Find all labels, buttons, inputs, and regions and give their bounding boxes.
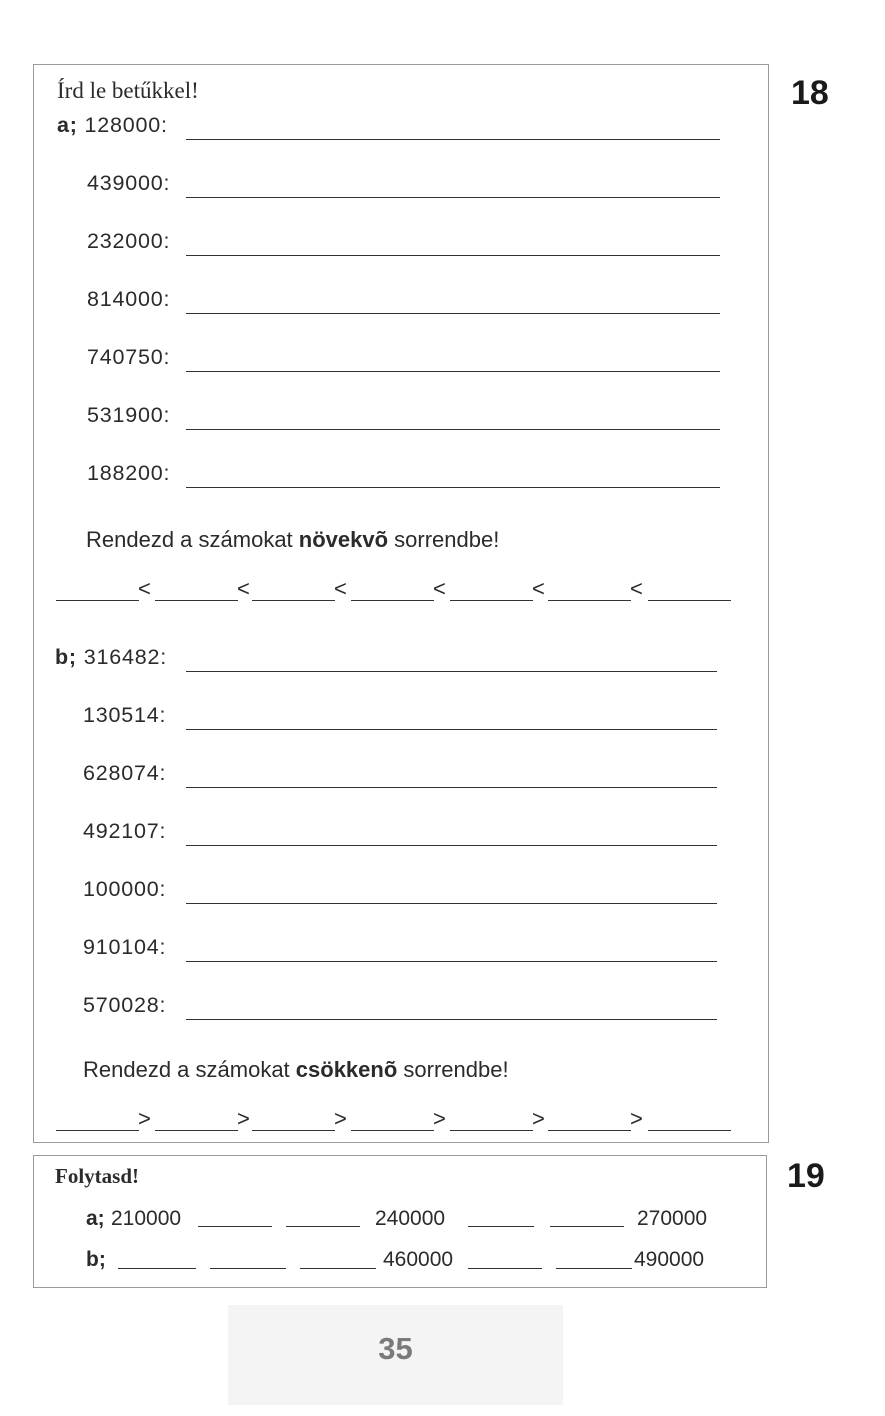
order-blank[interactable] bbox=[648, 1130, 731, 1131]
order-blank[interactable] bbox=[155, 600, 238, 601]
answer-line[interactable] bbox=[186, 139, 720, 140]
sequence-a-value: 240000 bbox=[375, 1207, 446, 1230]
number-to-write: 439000: bbox=[87, 171, 171, 195]
order-blank[interactable] bbox=[648, 600, 731, 601]
part-label: a; bbox=[57, 113, 78, 137]
sequence-a-value: 270000 bbox=[637, 1207, 708, 1230]
ascending-instruction bbox=[86, 527, 499, 553]
order-blank[interactable] bbox=[351, 600, 434, 601]
number-to-write: 130514: bbox=[83, 703, 167, 727]
answer-line[interactable] bbox=[186, 671, 717, 672]
comparison-symbol: < bbox=[532, 576, 545, 601]
blank-line bbox=[468, 1226, 534, 1227]
exercise-18-box bbox=[33, 64, 769, 1143]
number-to-write: 570028: bbox=[83, 993, 167, 1017]
blank-line bbox=[118, 1268, 196, 1269]
number-row bbox=[87, 171, 170, 196]
answer-line[interactable] bbox=[186, 1019, 717, 1020]
instruction-text: Rendezd a számokat bbox=[86, 527, 299, 552]
sequence-b-row bbox=[86, 1248, 106, 1272]
blank-line bbox=[286, 1226, 360, 1227]
number-row bbox=[55, 645, 167, 670]
number-to-write: 128000: bbox=[84, 113, 168, 137]
comparison-symbol: > bbox=[237, 1106, 250, 1131]
exercise-19-title: Folytasd! bbox=[55, 1164, 139, 1188]
number-to-write: 316482: bbox=[83, 645, 168, 669]
number-row bbox=[87, 345, 170, 370]
order-blank[interactable] bbox=[56, 1130, 139, 1131]
answer-line[interactable] bbox=[186, 903, 717, 904]
comparison-symbol: > bbox=[433, 1106, 446, 1131]
blank-line bbox=[556, 1268, 632, 1269]
number-to-write: 100000: bbox=[83, 877, 167, 901]
instruction-text: sorrendbe! bbox=[397, 1057, 509, 1082]
order-blank[interactable] bbox=[450, 1130, 533, 1131]
answer-line[interactable] bbox=[186, 487, 720, 488]
number-row bbox=[83, 993, 166, 1018]
exercise-19-number: 19 bbox=[787, 1157, 825, 1195]
comparison-symbol: < bbox=[138, 576, 151, 601]
comparison-symbol: > bbox=[630, 1106, 643, 1131]
number-row bbox=[57, 113, 168, 138]
number-row bbox=[83, 877, 166, 902]
sequence-b-label: b; bbox=[86, 1248, 106, 1271]
order-blank[interactable] bbox=[155, 1130, 238, 1131]
answer-line[interactable] bbox=[186, 255, 720, 256]
answer-line[interactable] bbox=[186, 313, 720, 314]
number-to-write: 910104: bbox=[83, 935, 167, 959]
number-row bbox=[87, 461, 170, 486]
blank-line bbox=[210, 1268, 286, 1269]
number-row bbox=[87, 287, 170, 312]
blank-line bbox=[550, 1226, 624, 1227]
comparison-symbol: < bbox=[334, 576, 347, 601]
sequence-b-value: 460000 bbox=[383, 1248, 454, 1271]
number-to-write: 814000: bbox=[87, 287, 171, 311]
blank-line bbox=[300, 1268, 376, 1269]
order-blank[interactable] bbox=[548, 600, 631, 601]
order-blank[interactable] bbox=[252, 1130, 335, 1131]
answer-line[interactable] bbox=[186, 845, 717, 846]
number-to-write: 628074: bbox=[83, 761, 167, 785]
sequence-b-value: 490000 bbox=[634, 1248, 705, 1271]
comparison-symbol: < bbox=[433, 576, 446, 601]
order-blank[interactable] bbox=[252, 600, 335, 601]
comparison-symbol: < bbox=[630, 576, 643, 601]
answer-line[interactable] bbox=[186, 787, 717, 788]
comparison-symbol: < bbox=[237, 576, 250, 601]
blank-line bbox=[468, 1268, 542, 1269]
number-row bbox=[83, 703, 166, 728]
instruction-text: sorrendbe! bbox=[388, 527, 500, 552]
page-number: 35 bbox=[378, 1331, 413, 1366]
sequence-a-row bbox=[86, 1207, 105, 1231]
order-blank[interactable] bbox=[351, 1130, 434, 1131]
comparison-symbol: > bbox=[138, 1106, 151, 1131]
number-to-write: 492107: bbox=[83, 819, 167, 843]
sequence-a-label: a; bbox=[86, 1207, 105, 1230]
answer-line[interactable] bbox=[186, 197, 720, 198]
blank-line bbox=[198, 1226, 272, 1227]
answer-line[interactable] bbox=[186, 429, 720, 430]
descending-instruction bbox=[83, 1057, 509, 1083]
answer-line[interactable] bbox=[186, 961, 717, 962]
number-row bbox=[87, 403, 170, 428]
part-label: b; bbox=[55, 645, 77, 669]
number-row bbox=[87, 229, 170, 254]
comparison-symbol: > bbox=[334, 1106, 347, 1131]
number-row bbox=[83, 819, 166, 844]
answer-line[interactable] bbox=[186, 729, 717, 730]
instruction-keyword: csökkenõ bbox=[295, 1057, 398, 1082]
order-blank[interactable] bbox=[548, 1130, 631, 1131]
number-to-write: 232000: bbox=[87, 229, 171, 253]
number-row bbox=[83, 935, 166, 960]
order-blank[interactable] bbox=[450, 600, 533, 601]
sequence-a-value: 210000 bbox=[111, 1207, 182, 1230]
page-number-area bbox=[228, 1305, 563, 1405]
number-to-write: 531900: bbox=[87, 403, 171, 427]
number-row bbox=[83, 761, 166, 786]
comparison-symbol: > bbox=[532, 1106, 545, 1131]
number-to-write: 188200: bbox=[87, 461, 171, 485]
instruction-keyword: növekvõ bbox=[298, 527, 389, 552]
exercise-18-number: 18 bbox=[791, 74, 829, 112]
instruction-text: Rendezd a számokat bbox=[83, 1057, 296, 1082]
answer-line[interactable] bbox=[186, 371, 720, 372]
number-to-write: 740750: bbox=[87, 345, 171, 369]
order-blank[interactable] bbox=[56, 600, 139, 601]
exercise-18-title: Írd le betűkkel! bbox=[57, 78, 199, 103]
